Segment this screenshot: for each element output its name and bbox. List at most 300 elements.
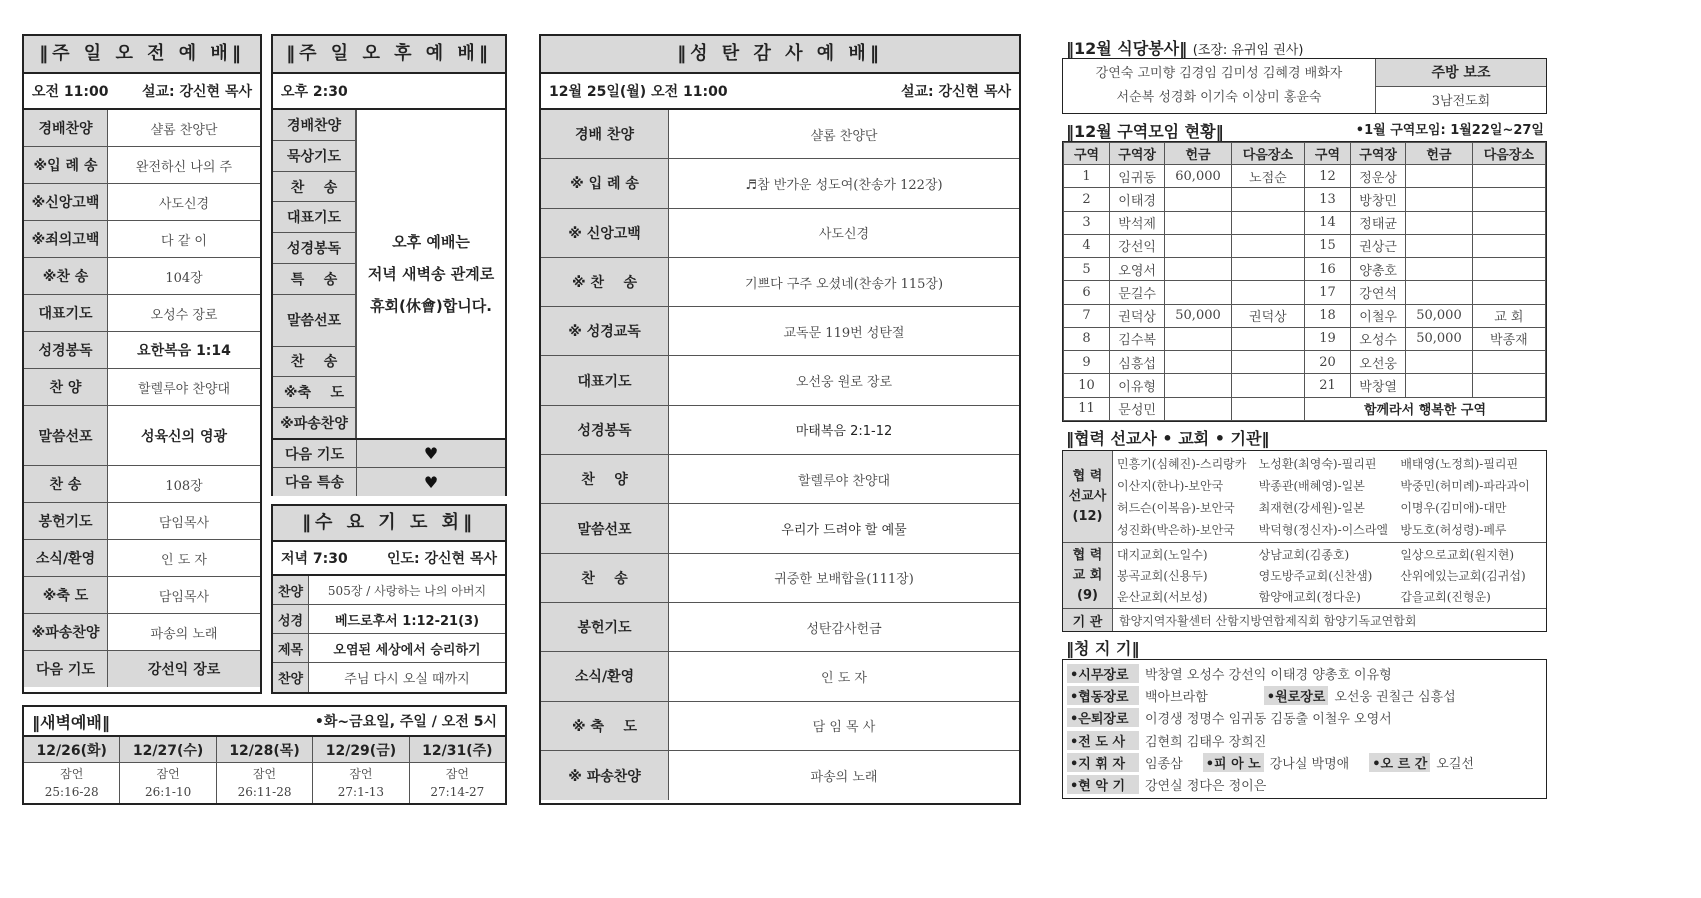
church-entry: 산위에있는교회(김귀섭) — [1400, 569, 1526, 583]
district-row — [1064, 188, 1546, 211]
wednesday-order-row — [273, 634, 505, 663]
kitchen-assist-value: 3남전도회 — [1431, 94, 1491, 110]
roster-row — [1067, 753, 1542, 772]
afternoon-order-label: 찬 송 — [273, 347, 356, 378]
wednesday-order-row — [273, 663, 505, 692]
morning-order-value: 담임목사 — [158, 589, 210, 605]
partners-title: ‖협력 선교사 • 교회 • 기관‖ — [1066, 429, 1270, 448]
district-cell — [1165, 281, 1231, 304]
district-cell: 이철우 — [1350, 304, 1405, 327]
district-cell: 18 — [1304, 304, 1350, 327]
dawn-day-column — [24, 737, 120, 803]
district-cell: 20 — [1304, 351, 1350, 374]
district-cell — [1165, 234, 1231, 257]
churches-label — [1063, 543, 1113, 608]
morning-time: 오전 11:00 — [32, 84, 109, 100]
district-slogan: 함께라서 행복한 구역 — [1304, 397, 1545, 420]
christmas-order-value: 우리가 드려야 할 예물 — [781, 523, 907, 539]
district-cell: 21 — [1304, 374, 1350, 397]
morning-order-label: 봉헌기도 — [24, 503, 108, 539]
afternoon-notice — [357, 110, 505, 438]
district-cell: 문성민 — [1110, 397, 1165, 420]
morning-order-row — [24, 540, 260, 577]
district-cell: 박창열 — [1350, 374, 1405, 397]
roster-names: 강연실 정다은 정이은 — [1145, 779, 1267, 795]
christmas-order-label: 찬 양 — [541, 455, 669, 503]
district-header-row — [1064, 143, 1546, 165]
roster-names: 오길선 — [1436, 756, 1474, 772]
morning-order-label: 성경봉독 — [24, 332, 108, 368]
afternoon-order-label: 성경봉독 — [273, 233, 356, 264]
missionary-entry: 민흥기(심혜진)-스리랑카 — [1117, 456, 1247, 471]
district-cell — [1472, 165, 1545, 188]
roster-list — [1063, 660, 1546, 798]
roster-row — [1067, 708, 1542, 727]
district-cell — [1165, 327, 1231, 350]
morning-preacher: 설교: 강신현 목사 — [141, 84, 252, 100]
morning-order-row — [24, 332, 260, 369]
district-header-cell: 구역 — [1304, 143, 1350, 165]
district-cell: 오선웅 — [1350, 351, 1405, 374]
christmas-order-value: ♬참 반가운 성도여(찬송가 122장) — [745, 177, 943, 193]
missionary-entry: 허드슨(이복음)-보안국 — [1117, 501, 1235, 516]
morning-order-value: 요한복음 1:14 — [137, 343, 231, 359]
morning-service-header — [24, 74, 260, 110]
district-header-cell: 다음장소 — [1472, 143, 1545, 165]
missionaries-label — [1063, 451, 1113, 542]
missionaries-list — [1113, 451, 1546, 542]
christmas-order-value: 성탄감사헌금 — [806, 621, 882, 637]
district-cell: 16 — [1304, 258, 1350, 281]
missionary-entry: 성진화(박은하)-보안국 — [1117, 523, 1235, 538]
district-cell: 이태경 — [1110, 188, 1165, 211]
district-cell: 김수복 — [1110, 327, 1165, 350]
afternoon-next-prayer-row — [273, 440, 505, 468]
district-table — [1063, 142, 1546, 421]
dawn-book: 잠언 — [252, 767, 277, 781]
morning-order-value: 파송의 노래 — [150, 626, 218, 642]
christmas-time: 12월 25일(월) 오전 11:00 — [549, 84, 728, 100]
churches-label-1: 협 력 — [1072, 547, 1103, 563]
morning-order-row — [24, 147, 260, 184]
morning-order-value: 할렐루야 찬양대 — [137, 381, 231, 397]
district-cell — [1231, 351, 1304, 374]
morning-order-label: ※신앙고백 — [24, 184, 108, 220]
wednesday-order-value: 오염된 세상에서 승리하기 — [333, 642, 481, 658]
dawn-date: 12/28(목) — [217, 737, 312, 763]
christmas-order-value: 기쁘다 구주 오셨네(찬송가 115장) — [744, 276, 944, 292]
morning-order-row — [24, 369, 260, 406]
christmas-order-value: 담 임 목 사 — [812, 720, 876, 736]
wednesday-order-row — [273, 576, 505, 605]
district-cell: 방창민 — [1350, 188, 1405, 211]
church-entry: 상남교회(김종호) — [1258, 548, 1350, 562]
dawn-schedule-grid — [24, 737, 505, 803]
christmas-service-panel — [539, 34, 1021, 805]
district-cell — [1231, 188, 1304, 211]
dawn-date: 12/27(수) — [120, 737, 215, 763]
christmas-order-label: ※ 찬 송 — [541, 258, 669, 306]
kitchen-title-line — [1066, 36, 1303, 59]
morning-order-label: 말씀선포 — [24, 406, 108, 465]
district-cell — [1231, 211, 1304, 234]
morning-order-value: 다 같 이 — [161, 233, 207, 249]
wednesday-order-label: 제목 — [273, 634, 309, 662]
district-cell — [1165, 374, 1231, 397]
morning-order-label: 다음 기도 — [24, 651, 108, 687]
dawn-service-panel — [22, 705, 507, 805]
district-header-cell: 구역 — [1064, 143, 1110, 165]
district-row — [1064, 258, 1546, 281]
district-panel — [1062, 141, 1547, 422]
christmas-order-value: 사도신경 — [818, 227, 870, 243]
district-cell — [1165, 397, 1231, 420]
morning-order-label: 대표기도 — [24, 295, 108, 331]
morning-order-row — [24, 406, 260, 466]
roster-label: •전 도 사 — [1067, 731, 1139, 750]
district-next-meeting: •1월 구역모임: 1월22일~27일 — [1355, 123, 1544, 138]
district-cell: 정운상 — [1350, 165, 1405, 188]
christmas-order-value: 교독문 119번 성탄절 — [783, 325, 905, 341]
morning-order-value: 인 도 자 — [161, 552, 207, 568]
missionary-entry: 이명우(김미애)-대만 — [1400, 501, 1507, 516]
christmas-order-label: ※ 신앙고백 — [541, 209, 669, 257]
dawn-book: 잠언 — [445, 767, 469, 781]
morning-order-value: 완전하신 나의 주 — [135, 159, 233, 175]
morning-order-label: ※파송찬양 — [24, 614, 108, 650]
dawn-header — [24, 707, 505, 737]
kitchen-assist — [1376, 59, 1546, 113]
missionary-row — [1117, 455, 1542, 472]
district-cell: 50,000 — [1406, 304, 1472, 327]
missionary-entry: 박중민(허미례)-파라과이 — [1400, 478, 1530, 493]
church-entry: 대지교회(노일수) — [1117, 548, 1208, 562]
partners-panel — [1062, 450, 1547, 632]
dawn-date: 12/31(주) — [410, 737, 505, 763]
district-cell: 9 — [1064, 351, 1110, 374]
dawn-reading — [120, 763, 215, 803]
morning-order-row — [24, 651, 260, 687]
district-cell: 박종재 — [1472, 327, 1545, 350]
orgs-list: 함양지역자활센터 산함지방연합제직회 함양기독교연합회 — [1119, 613, 1417, 628]
district-title-line — [1066, 119, 1544, 142]
roster-label: •시무장로 — [1067, 664, 1139, 683]
christmas-order-value: 귀중한 보배합을(111장) — [774, 572, 914, 588]
district-cell: 교 회 — [1472, 304, 1545, 327]
district-body — [1064, 165, 1546, 421]
churches-list — [1113, 543, 1546, 608]
district-cell: 11 — [1064, 397, 1110, 420]
district-cell: 박석제 — [1110, 211, 1165, 234]
roster-names: 박창열 오성수 강선익 이태경 양총호 이유형 — [1145, 667, 1392, 683]
dawn-day-column — [313, 737, 409, 803]
christmas-header — [541, 74, 1019, 110]
district-cell: 강연석 — [1350, 281, 1405, 304]
wednesday-order-label: 성경 — [273, 605, 309, 633]
morning-order-row — [24, 614, 260, 651]
dawn-title: ‖새벽예배‖ — [32, 712, 110, 732]
dawn-reading — [24, 763, 119, 803]
district-cell — [1406, 188, 1472, 211]
wednesday-leader: 인도: 강신현 목사 — [386, 551, 497, 567]
roster-row — [1067, 731, 1542, 750]
missionaries-label-1: 협 력 — [1072, 468, 1103, 484]
district-cell — [1472, 211, 1545, 234]
morning-order-value: 104장 — [165, 270, 203, 286]
christmas-order-label: 성경봉독 — [541, 406, 669, 454]
district-cell — [1406, 234, 1472, 257]
district-cell: 2 — [1064, 188, 1110, 211]
district-cell: 14 — [1304, 211, 1350, 234]
district-cell — [1406, 258, 1472, 281]
district-cell — [1472, 234, 1545, 257]
district-row — [1064, 304, 1546, 327]
afternoon-order-label: 대표기도 — [273, 202, 356, 233]
district-cell — [1231, 327, 1304, 350]
christmas-title: ‖성 탄 감 사 예 배‖ — [541, 36, 1019, 74]
morning-order-label: ※입 례 송 — [24, 147, 108, 183]
christmas-order-row — [541, 504, 1019, 553]
church-row — [1117, 567, 1542, 584]
dawn-schedule: •화~금요일, 주일 / 오전 5시 — [314, 714, 497, 730]
roster-names: 김현희 김태우 장희진 — [1145, 734, 1267, 750]
christmas-order-value: 인 도 자 — [821, 670, 867, 686]
district-cell — [1165, 351, 1231, 374]
christmas-order-label: 봉헌기도 — [541, 603, 669, 651]
morning-order-row — [24, 295, 260, 332]
kitchen-members-line-1: 강연숙 고미향 김경임 김미성 김혜경 배화자 — [1095, 66, 1343, 81]
churches-label-2: 교 회 — [1072, 567, 1103, 583]
district-cell — [1231, 281, 1304, 304]
district-cell — [1231, 374, 1304, 397]
dawn-date: 12/29(금) — [313, 737, 408, 763]
christmas-order-row — [541, 751, 1019, 800]
dawn-book: 잠언 — [349, 767, 373, 781]
wednesday-title: ‖수 요 기 도 회‖ — [273, 506, 505, 542]
church-entry: 갑을교회(진형운) — [1400, 590, 1491, 604]
district-row — [1064, 397, 1546, 420]
christmas-order-label: ※ 입 례 송 — [541, 159, 669, 207]
christmas-order-label: 소식/환영 — [541, 652, 669, 700]
morning-order-list — [24, 110, 260, 687]
dawn-verse: 27:14-27 — [430, 785, 485, 799]
roster-label: •현 악 기 — [1067, 775, 1139, 794]
church-row — [1117, 588, 1542, 605]
district-header-cell: 헌금 — [1406, 143, 1472, 165]
christmas-order-value: 할렐루야 찬양대 — [797, 473, 891, 489]
roster-row — [1067, 686, 1542, 705]
morning-order-value: 오성수 장로 — [150, 307, 218, 323]
district-cell: 임귀동 — [1110, 165, 1165, 188]
district-cell — [1406, 281, 1472, 304]
roster-label: •피 아 노 — [1203, 753, 1264, 772]
afternoon-service-title: ‖주 일 오 후 예 배‖ — [273, 36, 505, 74]
christmas-order-label: 대표기도 — [541, 356, 669, 404]
district-cell: 4 — [1064, 234, 1110, 257]
christmas-order-row — [541, 110, 1019, 159]
orgs-section — [1063, 609, 1546, 631]
district-cell: 6 — [1064, 281, 1110, 304]
morning-order-label: 찬 양 — [24, 369, 108, 405]
district-header-cell: 다음장소 — [1231, 143, 1304, 165]
christmas-preacher: 설교: 강신현 목사 — [900, 84, 1011, 100]
christmas-order-label: ※ 축 도 — [541, 702, 669, 750]
district-cell: 문길수 — [1110, 281, 1165, 304]
afternoon-label-column — [273, 110, 357, 438]
kitchen-members-line-2: 서순복 성경화 이기숙 이상미 홍윤숙 — [1116, 90, 1322, 105]
dawn-date: 12/26(화) — [24, 737, 119, 763]
district-cell — [1231, 397, 1304, 420]
district-cell — [1406, 351, 1472, 374]
wednesday-order-value: 베드로후서 1:12-21(3) — [334, 613, 480, 629]
wednesday-order-value: 주님 다시 오실 때까지 — [344, 672, 470, 687]
morning-service-panel — [22, 34, 262, 694]
christmas-order-row — [541, 307, 1019, 356]
morning-order-row — [24, 258, 260, 295]
district-row — [1064, 374, 1546, 397]
church-entry: 운산교회(서보성) — [1117, 590, 1208, 604]
missionary-entry: 방도호(허성령)-페루 — [1400, 523, 1507, 538]
morning-order-label: ※찬 송 — [24, 258, 108, 294]
afternoon-notice-line-2: 저녁 새벽송 관계로 — [367, 265, 495, 283]
dawn-book: 잠언 — [60, 767, 84, 781]
morning-order-row — [24, 503, 260, 540]
roster-names: 강나실 박명애 — [1269, 756, 1350, 772]
missionary-entry: 최재현(강세원)-일본 — [1258, 501, 1365, 516]
morning-order-value: 담임목사 — [158, 515, 210, 531]
roster-label: •원로장로 — [1264, 686, 1329, 705]
church-row — [1117, 546, 1542, 563]
kitchen-panel — [1062, 58, 1547, 114]
missionaries-label-3: (12) — [1072, 508, 1103, 524]
district-cell — [1406, 165, 1472, 188]
morning-order-value: 강선익 장로 — [108, 651, 260, 687]
dawn-reading — [217, 763, 312, 803]
district-cell: 12 — [1304, 165, 1350, 188]
district-cell: 50,000 — [1165, 304, 1231, 327]
morning-order-row — [24, 466, 260, 503]
missionary-entry: 박종관(배혜영)-일본 — [1258, 478, 1365, 493]
church-entry: 함양애교회(정다운) — [1258, 590, 1361, 604]
roster-names: 백아브라함 — [1145, 689, 1208, 705]
wednesday-order-label: 찬양 — [273, 663, 309, 692]
district-cell — [1406, 374, 1472, 397]
afternoon-order-label: 말씀선포 — [273, 295, 356, 347]
roster-title: ‖청 지 기‖ — [1066, 639, 1140, 658]
churches-section — [1063, 543, 1546, 609]
district-cell: 노점순 — [1231, 165, 1304, 188]
churches-label-3: (9) — [1077, 587, 1098, 603]
district-cell: 8 — [1064, 327, 1110, 350]
district-cell — [1472, 351, 1545, 374]
district-cell: 7 — [1064, 304, 1110, 327]
roster-label: •지 휘 자 — [1067, 753, 1139, 772]
district-row — [1064, 165, 1546, 188]
roster-names: 이경생 정명수 임귀동 김동출 이철우 오영서 — [1145, 712, 1392, 728]
district-cell: 5 — [1064, 258, 1110, 281]
roster-row — [1067, 775, 1542, 794]
christmas-order-row — [541, 209, 1019, 258]
afternoon-order-label: 묵상기도 — [273, 141, 356, 172]
christmas-order-label: ※ 성경교독 — [541, 307, 669, 355]
district-cell: 10 — [1064, 374, 1110, 397]
christmas-order-row — [541, 702, 1019, 751]
dawn-book: 잠언 — [156, 767, 180, 781]
district-cell: 17 — [1304, 281, 1350, 304]
district-cell: 오영서 — [1110, 258, 1165, 281]
district-cell — [1472, 258, 1545, 281]
dawn-reading — [410, 763, 505, 803]
christmas-order-row — [541, 554, 1019, 603]
missionary-entry: 박덕형(정신자)-이스라엘 — [1258, 523, 1389, 538]
morning-order-row — [24, 110, 260, 147]
morning-order-label: ※축 도 — [24, 577, 108, 613]
district-cell: 19 — [1304, 327, 1350, 350]
district-cell — [1231, 234, 1304, 257]
roster-panel — [1062, 659, 1547, 799]
roster-names: 임종삼 — [1145, 756, 1183, 772]
district-row — [1064, 281, 1546, 304]
district-cell: 강선익 — [1110, 234, 1165, 257]
district-row — [1064, 211, 1546, 234]
dawn-verse: 27:1-13 — [337, 785, 385, 799]
morning-service-title: ‖주 일 오 전 예 배‖ — [24, 36, 260, 74]
district-title: ‖12월 구역모임 현황‖ — [1066, 122, 1224, 141]
district-cell: 오성수 — [1350, 327, 1405, 350]
afternoon-notice-line-1: 오후 예배는 — [392, 233, 470, 251]
district-row — [1064, 327, 1546, 350]
afternoon-service-header — [273, 74, 505, 110]
district-header-cell: 구역장 — [1350, 143, 1405, 165]
district-cell: 50,000 — [1406, 327, 1472, 350]
dawn-day-column — [120, 737, 216, 803]
district-cell: 3 — [1064, 211, 1110, 234]
afternoon-notice-line-3: 휴회(休會)합니다. — [370, 297, 492, 315]
district-cell: 15 — [1304, 234, 1350, 257]
missionary-row — [1117, 521, 1542, 538]
afternoon-order-label: ※축 도 — [273, 377, 356, 408]
heart-icon: ♥ — [357, 440, 505, 467]
district-header-cell: 구역장 — [1110, 143, 1165, 165]
missionary-row — [1117, 499, 1542, 516]
afternoon-next-prayer-label: 다음 기도 — [273, 440, 357, 467]
roster-row — [1067, 664, 1542, 683]
wednesday-order-row — [273, 605, 505, 634]
morning-order-row — [24, 577, 260, 614]
dawn-verse: 26:11-28 — [237, 785, 292, 799]
wednesday-prayer-panel — [271, 504, 507, 694]
dawn-verse: 25:16-28 — [44, 785, 99, 799]
afternoon-order-area — [273, 110, 505, 440]
dawn-reading — [313, 763, 408, 803]
afternoon-order-label: 찬 송 — [273, 172, 356, 203]
church-entry: 일상으로교회(원지현) — [1400, 548, 1515, 562]
morning-order-label: 찬 송 — [24, 466, 108, 502]
dawn-day-column — [217, 737, 313, 803]
heart-icon: ♥ — [357, 468, 505, 496]
district-cell — [1165, 211, 1231, 234]
district-cell — [1406, 211, 1472, 234]
roster-names: 오선웅 권칠근 심흥섭 — [1334, 689, 1456, 705]
christmas-order-row — [541, 406, 1019, 455]
morning-order-value: 108장 — [165, 478, 203, 494]
missionary-entry: 노성환(최영숙)-필리핀 — [1258, 456, 1377, 471]
morning-order-row — [24, 221, 260, 258]
church-entry: 봉곡교회(신용두) — [1117, 569, 1208, 583]
christmas-order-row — [541, 652, 1019, 701]
district-cell: 13 — [1304, 188, 1350, 211]
roster-label: •협동장로 — [1067, 686, 1139, 705]
